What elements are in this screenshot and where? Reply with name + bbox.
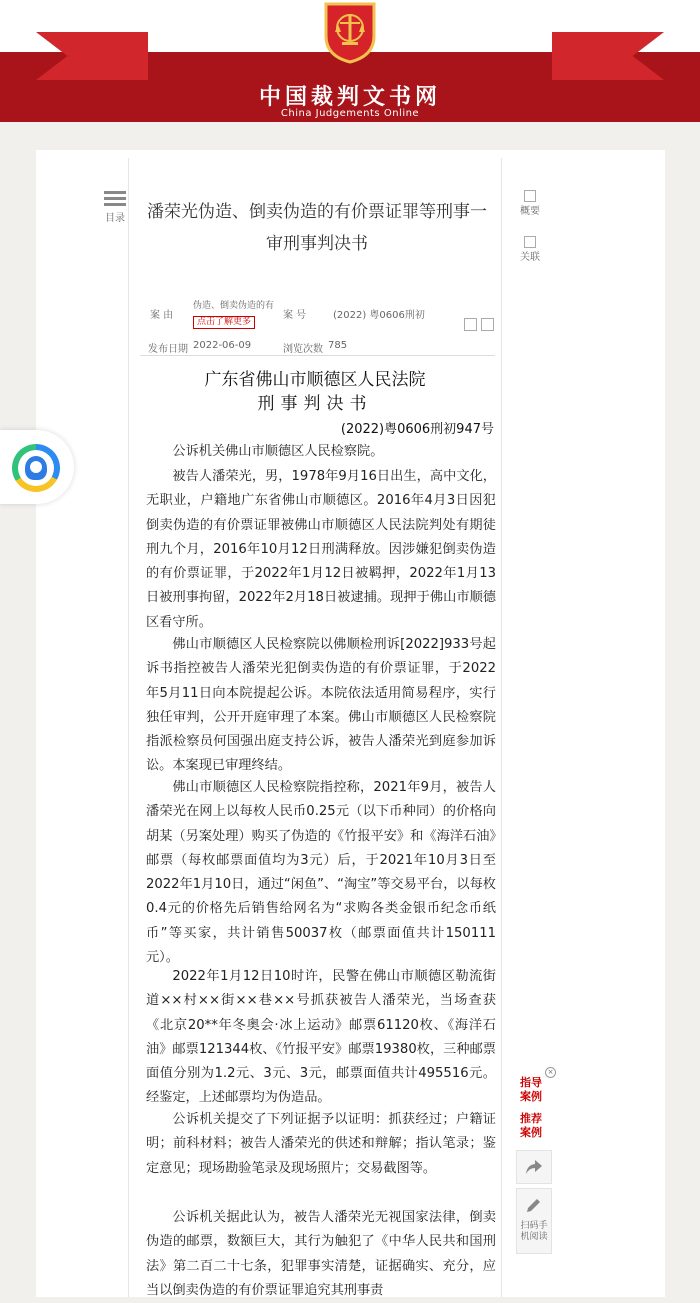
- guide-cases-link[interactable]: 指导案例: [520, 1076, 542, 1103]
- paragraph: 佛山市顺德区人民检察院以佛顺检刑诉[2022]933号起诉书指控被告人潘荣光犯倒卖伪造的有价票证罪，于2022年5月11日向本院提起公诉。本院依法适用简易程序，实行独任审判，公开开庭审理了本案。佛山市顺德区人民检察院指派检察员何国强出庭支持公诉，被告人潘荣光到庭参加诉讼。本案现已审理终结。: [146, 637, 496, 774]
- views-count: 785: [328, 340, 348, 351]
- judgment-kind: 刑事判决书: [257, 394, 373, 414]
- share-button[interactable]: [516, 1150, 552, 1184]
- court-name: 广东省佛山市顺德区人民法院: [204, 370, 426, 390]
- publish-date: 2022-06-09: [193, 340, 252, 351]
- document-title: 潘荣光伪造、倒卖伪造的有价票证罪等刑事一审刑事判决书: [147, 202, 487, 254]
- cause-value: 伪造、倒卖伪造的有: [193, 301, 275, 311]
- broken-image-icon: [524, 190, 536, 202]
- court-emblem-icon: [320, 0, 380, 64]
- toc-button[interactable]: [100, 188, 130, 224]
- paragraph: 公诉机关据此认为，被告人潘荣光无视国家法律，倒卖伪造的邮票，数额巨大，其行为触犯了《中华人民共和国刑法》第二百二十七条，犯罪事实清楚，证据确实、充分，应当以倒卖伪造的有价票证罪追究其刑事责: [146, 1210, 496, 1298]
- paragraph: 公诉机关佛山市顺德区人民检察院。: [172, 444, 384, 459]
- scan-read-label: 扫码手机阅读: [520, 1221, 548, 1242]
- scan-read-button[interactable]: [516, 1188, 552, 1254]
- logo-face-hole: [30, 461, 42, 473]
- paragraph: 被告人潘荣光，男，1978年9月16日出生，高中文化，无职业，户籍地广东省佛山市顺德区。2016年4月3日因犯倒卖伪造的有价票证罪被佛山市顺德区人民法院判处有期徒刑九个月，2016年10月12日刑满释放。因涉嫌犯倒卖伪造的有价票证罪，于2022年1月12日被羁押，2022年1月13日被刑事拘留，2022年2月18日被逮捕。现押于佛山市顺德区看守所。: [146, 469, 496, 630]
- site-subtitle: China Judgements Online: [280, 108, 420, 119]
- toc-label: 目录: [105, 213, 125, 224]
- paragraph: 佛山市顺德区人民检察院指控称，2021年9月，被告人潘荣光在网上以每枚人民币0.25元（以下币种同）的价格向胡某（另案处理）购买了伪造的《竹报平安》和《海洋石油》邮票（每枚邮票面值均为3元）后，于2021年10月3日至2022年1月10日，通过“闲鱼”、“淘宝”等交易平台，以每枚0.4元的价格先后销售给网名为“求购各类金银币纪念币纸币”等买家，共计销售50037枚（邮票面值共计150111元）。: [146, 780, 496, 966]
- recommended-cases-link[interactable]: 推荐案例: [520, 1112, 542, 1139]
- edit-icon: [523, 1195, 545, 1217]
- related-link[interactable]: [515, 236, 545, 263]
- paragraph: 2022年1月12日10时许，民警在佛山市顺德区勒流街道××村××街××巷××号抓获被告人潘荣光，当场查获《北京20**年冬奥会·冰上运动》邮票61120枚、《海洋石油》邮票121344枚、《竹报平安》邮票19380枚，三种邮票面值分别为1.2元、3元、3元，邮票面值共计495516元。经鉴定，上述邮票均为伪造品。: [146, 969, 496, 1106]
- site-title: 中国裁判文书网: [258, 85, 441, 110]
- download-icon[interactable]: [464, 318, 477, 331]
- close-icon[interactable]: ×: [545, 1067, 556, 1078]
- app-logo-button[interactable]: [0, 430, 74, 504]
- views-label: 浏览次数: [283, 344, 323, 355]
- divider: [140, 355, 495, 356]
- related-label: 关联: [520, 252, 540, 263]
- site-header: [0, 0, 700, 122]
- case-no-value: (2022) 粤0606刑初: [333, 310, 425, 321]
- learn-more-button[interactable]: 点击了解更多: [193, 316, 255, 329]
- summary-label: 概要: [520, 206, 540, 217]
- paragraph: 公诉机关提交了下列证据予以证明：抓获经过；户籍证明；前科材料；被告人潘荣光的供述和辩解；指认笔录；鉴定意见；现场勘验笔录及现场照片；交易截图等。: [146, 1112, 496, 1176]
- share-icon: [523, 1156, 545, 1178]
- summary-link[interactable]: [515, 190, 545, 217]
- broken-image-icon: [524, 236, 536, 248]
- case-number: (2022)粤0606刑初947号: [340, 422, 494, 437]
- publish-label: 发布日期: [148, 344, 188, 355]
- print-icon[interactable]: [481, 318, 494, 331]
- case-no-label: 案 号: [283, 310, 307, 321]
- cause-label: 案 由: [150, 310, 174, 321]
- list-icon: [104, 191, 126, 206]
